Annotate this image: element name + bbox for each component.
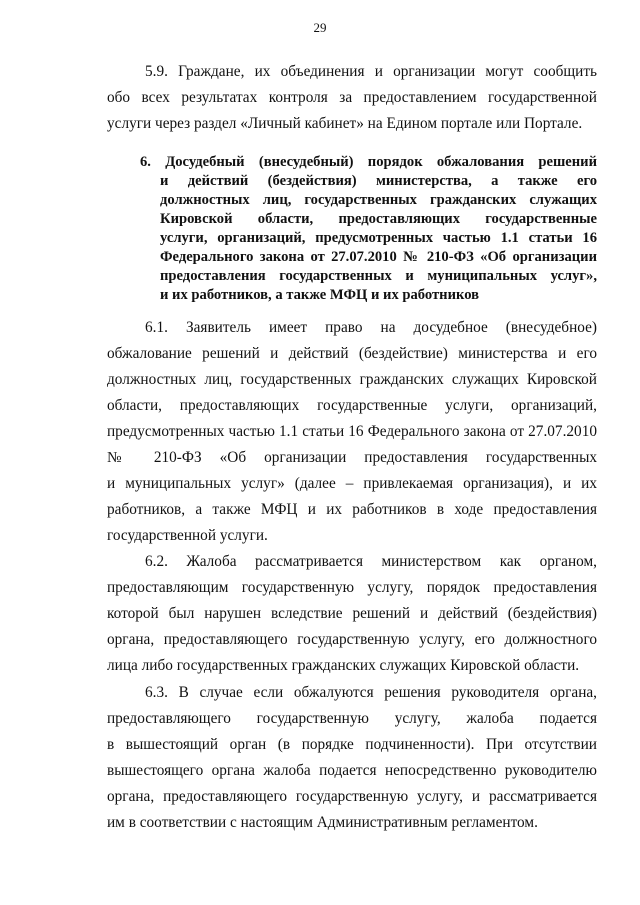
text-line: работников, а также МФЦ и их работников в ходе предоставления [107,501,597,518]
text-line: в вышестоящий орган (в порядке подчиненности). При отсутствии [107,736,597,753]
text-line: 6.2. Жалоба рассматривается министерством как органом, [145,553,597,570]
heading-line: Федерального закона от 27.07.2010 № 210-ФЗ «Об организации [160,249,597,265]
heading-line: предоставления государственных и муниципальных услуг», [160,268,597,284]
text-line: органа, предоставляющего государственную услугу, и рассматривается [107,788,597,805]
text-line: органа, предоставляющего государственную услугу, его должностного [107,631,597,648]
text-line: им в соответствии с настоящим Административным регламентом. [107,814,538,831]
text-line: лица либо государственных гражданских служащих Кировской области. [107,657,580,674]
heading-line: услуги, организаций, предусмотренных частью 1.1 статьи 16 [160,230,597,246]
text-line: вышестоящего органа жалоба подается непосредственно руководителю [107,762,597,779]
text-line: 6.3. В случае если обжалуются решения руководителя органа, [145,684,597,701]
text-line: должностных лиц, государственных гражданских служащих Кировской [107,371,597,388]
text-line: и муниципальных услуг» (далее – привлекаемая организация), и их [107,475,597,492]
page-number: 29 [313,20,327,35]
heading-line: 6. Досудебный (внесудебный) порядок обжалования решений [140,154,597,170]
text-line: обо всех результатах контроля за предоставлением государственной [107,89,597,106]
heading-line: должностных лиц, государственных гражданских служащих [160,192,597,208]
text-line: государственной услуги. [107,527,268,544]
heading-line: и их работников, а также МФЦ и их работников [160,287,480,303]
text-line: области, предоставляющих государственные услуги, организаций, [107,397,597,414]
text-line: № 210-ФЗ «Об организации предоставления государственных [107,449,597,466]
heading-line: и действий (бездействия) министерства, а также его [160,173,597,189]
text-line: обжалование решений и действий (бездействие) министерства и его [107,345,597,362]
text-line: предоставляющим государственную услугу, порядок предоставления [107,579,597,596]
text-line: 6.1. Заявитель имеет право на досудебное (внесудебное) [145,319,597,336]
heading-line: Кировской области, предоставляющих государственные [160,211,597,227]
text-line: предусмотренных частью 1.1 статьи 16 Федерального закона от 27.07.2010 [107,423,597,440]
text-line: 5.9. Граждане, их объединения и организации могут сообщить [145,63,597,80]
text-line: предоставляющего государственную услугу, жалоба подается [107,710,597,727]
text-line: услуги через раздел «Личный кабинет» на Едином портале или Портале. [107,115,583,132]
text-line: которой был нарушен вследствие решений и действий (бездействия) [107,605,597,622]
